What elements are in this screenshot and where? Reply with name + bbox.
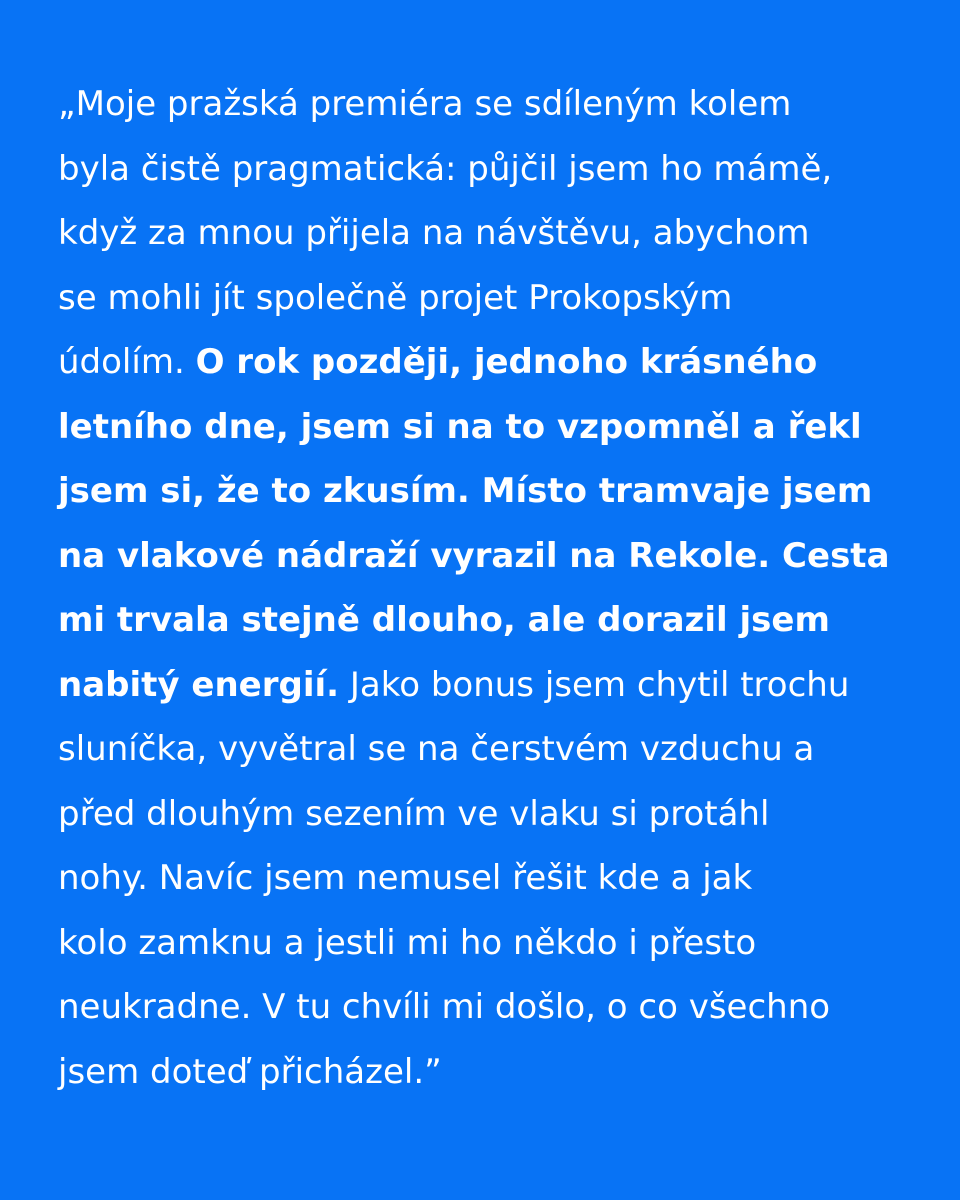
- quote-line: „Moje pražská premiéra se sdíleným kolem: [58, 84, 792, 124]
- quote-highlight: O rok později, jednoho krásného: [195, 342, 818, 382]
- quote-line: [58, 524, 908, 589]
- quote-line: [58, 588, 908, 653]
- quote-line: když za mnou přijela na návštěvu, abychom: [58, 213, 810, 253]
- quote-line: byla čistě pragmatická: půjčil jsem ho mámě,: [58, 148, 833, 189]
- quote-line: jsem doteď přicházel.”: [58, 1051, 442, 1092]
- quote-line: [58, 459, 908, 524]
- quote-line: nohy. Navíc jsem nemusel řešit kde a jak: [58, 858, 753, 898]
- quote-line: neukradne. V tu chvíli mi došlo, o co všechno: [58, 987, 831, 1027]
- quote-line: nabitý energií. Jako bonus jsem chytil trochu: [58, 664, 850, 705]
- quote-highlight: mi trvala stejně dlouho, ale dorazil jsem: [58, 600, 830, 640]
- quote-highlight: nabitý energií.: [58, 664, 340, 705]
- quote-line: se mohli jít společně projet Prokopským: [58, 277, 733, 318]
- quote-line: údolím. O rok později, jednoho krásného: [58, 342, 818, 382]
- quote-highlight: letního dne, jsem si na to vzpomněl a řekl: [58, 406, 862, 447]
- quote-highlight: jsem si, že to zkusím. Místo tramvaje jsem: [58, 471, 873, 511]
- quote-text: [58, 72, 908, 1104]
- quote-line: [58, 395, 908, 460]
- quote-line: sluníčka, vyvětral se na čerstvém vzduchu a: [58, 729, 815, 769]
- quote-line: kolo zamknu a jestli mi ho někdo i přesto: [58, 922, 757, 963]
- quote-line: před dlouhým sezením ve vlaku si protáhl: [58, 793, 770, 834]
- quote-highlight: na vlakové nádraží vyrazil na Rekole. Cesta: [58, 535, 890, 576]
